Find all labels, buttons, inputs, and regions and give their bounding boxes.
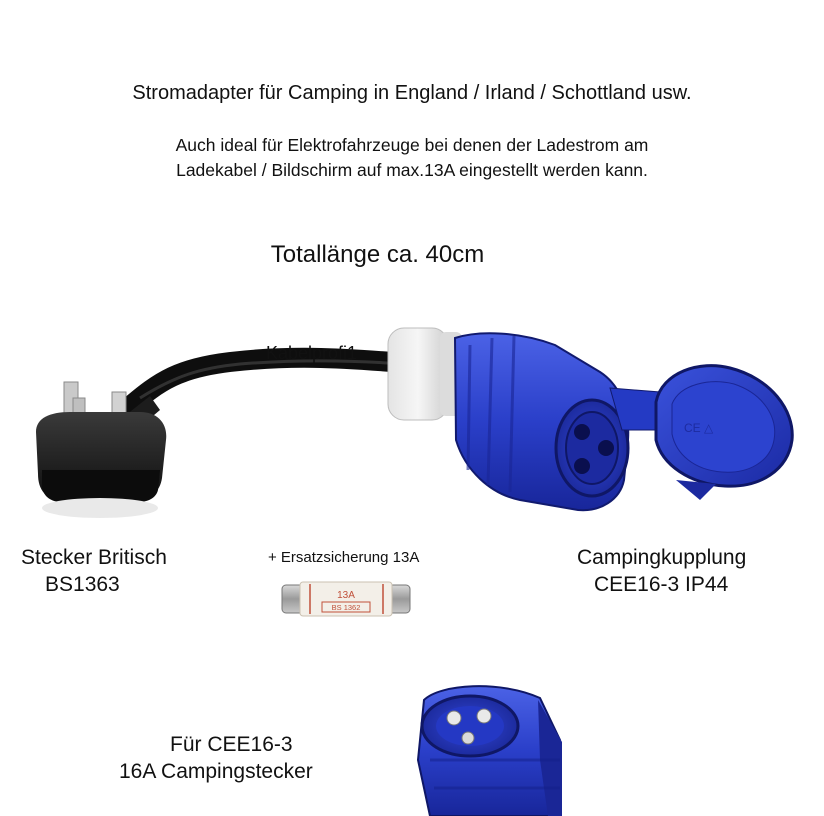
subtitle-line-2: Ladekabel / Bildschirm auf max.13A eingestellt werden kann. <box>176 160 648 180</box>
socket-hole <box>574 424 590 440</box>
socket-hole <box>574 458 590 474</box>
uk-plug-image <box>36 382 166 518</box>
adapter-cable <box>128 358 392 408</box>
cee-plug-label-line-2: 16A Campingstecker <box>119 760 313 783</box>
cee-coupling-image <box>388 328 792 510</box>
cee-plug-image <box>418 686 562 816</box>
plug-pin <box>477 709 491 723</box>
uk-plug-label-line-1: Stecker Britisch <box>21 546 167 569</box>
ce-mark-icon: CE △ <box>684 421 714 435</box>
plug-pin <box>447 711 461 725</box>
spare-fuse-image <box>282 582 410 616</box>
uk-plug-label-line-2: BS1363 <box>45 573 120 596</box>
cee-coupling-label-line-2: CEE16-3 IP44 <box>594 573 729 596</box>
fuse-rating-print: 13A <box>337 590 355 601</box>
socket-hole <box>598 440 614 456</box>
page-headline: Stromadapter für Camping in England / Irland / Schottland usw. <box>132 82 692 104</box>
fuse-standard-print: BS 1362 <box>331 603 361 612</box>
spare-fuse-label: + Ersatzsicherung 13A <box>268 549 420 566</box>
watermark-text: Kabelprofi1 <box>266 343 358 363</box>
total-length-label: Totallänge ca. 40cm <box>270 241 485 268</box>
subtitle-line-1: Auch ideal für Elektrofahrzeuge bei denen der Ladestrom am <box>175 135 649 155</box>
cee-coupling-label-line-1: Campingkupplung <box>577 546 747 569</box>
plug-pin <box>462 732 474 744</box>
cee-plug-label-line-1: Für CEE16-3 <box>170 733 293 756</box>
